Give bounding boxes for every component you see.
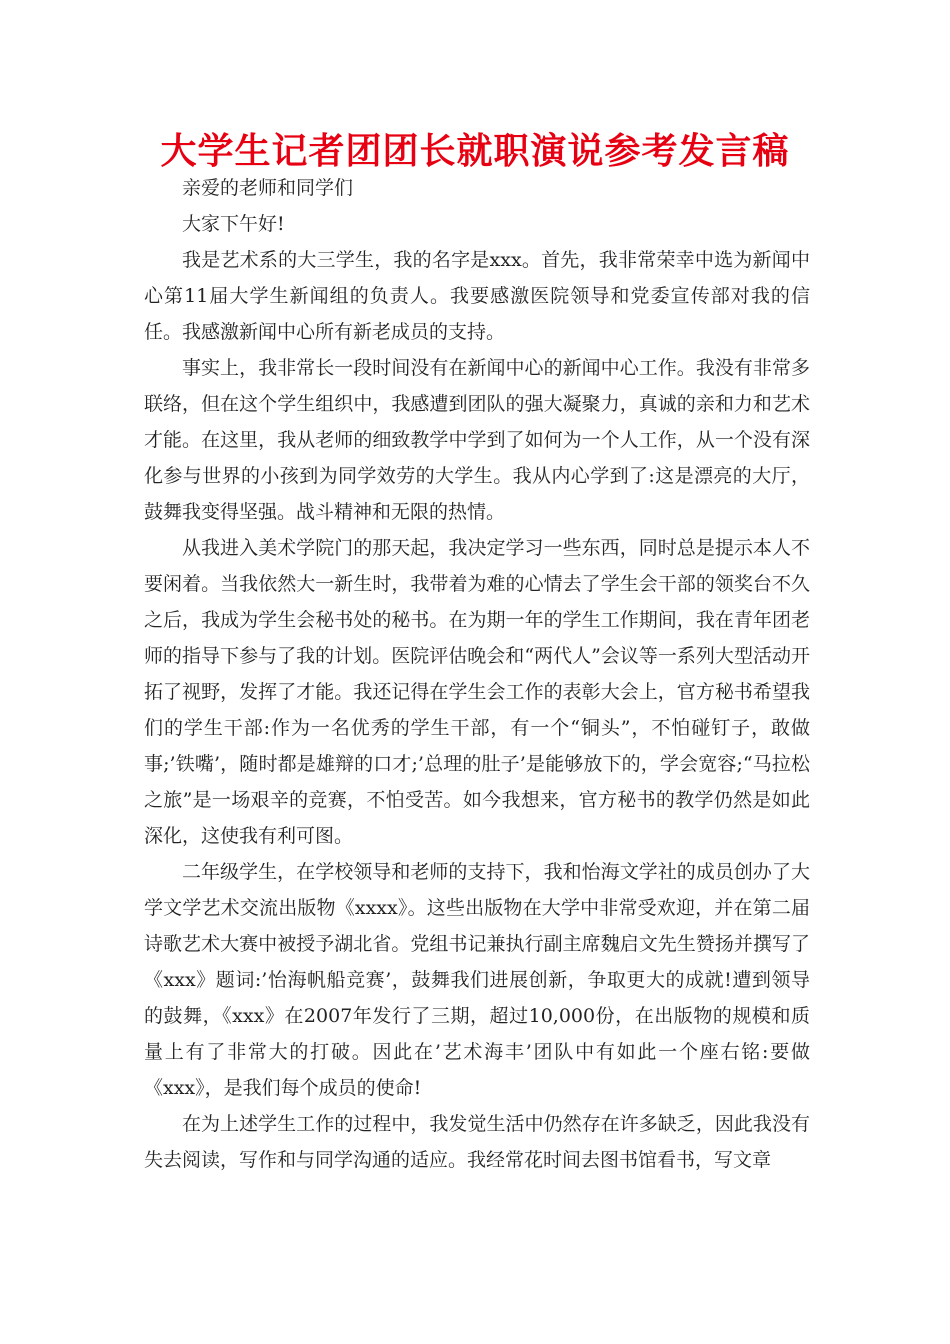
body-paragraph: 事实上，我非常长一段时间没有在新闻中心的新闻中心工作。我没有非常多联络，但在这个学生组织中，我感遭到团队的强大凝聚力，真诚的亲和力和艺术才能。在这里，我从老师的细致教学中学到了如何为一个人工作，从一个没有深化参与世界的小孩到为同学效劳的大学生。我从内心学到了:这是漂亮的大厅，鼓舞我变得坚强。战斗精神和无限的热情。 bbox=[144, 357, 810, 523]
body-paragraph: 我是艺术系的大三学生，我的名字是xxx。首先，我非常荣幸中选为新闻中心第11届大学生新闻组的负责人。我要感激医院领导和党委宣传部对我的信任。我感激新闻中心所有新老成员的支持。 bbox=[144, 249, 810, 343]
document-title: 大学生记者团团长就职演说参考发言稿 bbox=[160, 131, 790, 172]
greeting: 大家下午好! bbox=[182, 213, 285, 235]
body-paragraph: 二年级学生，在学校领导和老师的支持下，我和怡海文学社的成员创办了大学文学艺术交流出版物《xxxx》。这些出版物在大学中非常受欢迎，并在第二届诗歌艺术大赛中被授予湖北省。党组书记兼执行副主席魏启文先生赞扬并撰写了《xxx》题词:’怡海帆船竞赛’，鼓舞我们进展创新，争取更大的成就!遭到领导的鼓舞，《xxx》在2007年发行了三期，超过10,000份，在出版物的规模和质量上有了非常大的打破。因此在’艺术海丰’团队中有如此一个座右铭:要做《xxx》，是我们每个成员的使命! bbox=[144, 861, 810, 1099]
salutation: 亲爱的老师和同学们 bbox=[182, 177, 354, 199]
body-paragraph: 在为上述学生工作的过程中，我发觉生活中仍然存在许多缺乏，因此我没有失去阅读，写作和与同学沟通的适应。我经常花时间去图书馆看书，写文章 bbox=[144, 1113, 810, 1171]
document-body bbox=[144, 170, 810, 1178]
body-paragraph: 从我进入美术学院门的那天起，我决定学习一些东西，同时总是提示本人不要闲着。当我依然大一新生时，我带着为难的心情去了学生会干部的领奖台不久之后，我成为学生会秘书处的秘书。在为期一年的学生工作期间，我在青年团老师的指导下参与了我的计划。医院评估晚会和“两代人”会议等一系列大型活动开拓了视野，发挥了才能。我还记得在学生会工作的表彰大会上，官方秘书希望我们的学生干部:作为一名优秀的学生干部，有一个“铜头”，不怕碰钉子，敢做事;’铁嘴’，随时都是雄辩的口才;’总理的肚子’是能够放下的，学会宽容;“马拉松之旅”是一场艰辛的竞赛，不怕受苦。如今我想来，官方秘书的教学仍然是如此深化，这使我有利可图。 bbox=[144, 537, 810, 847]
